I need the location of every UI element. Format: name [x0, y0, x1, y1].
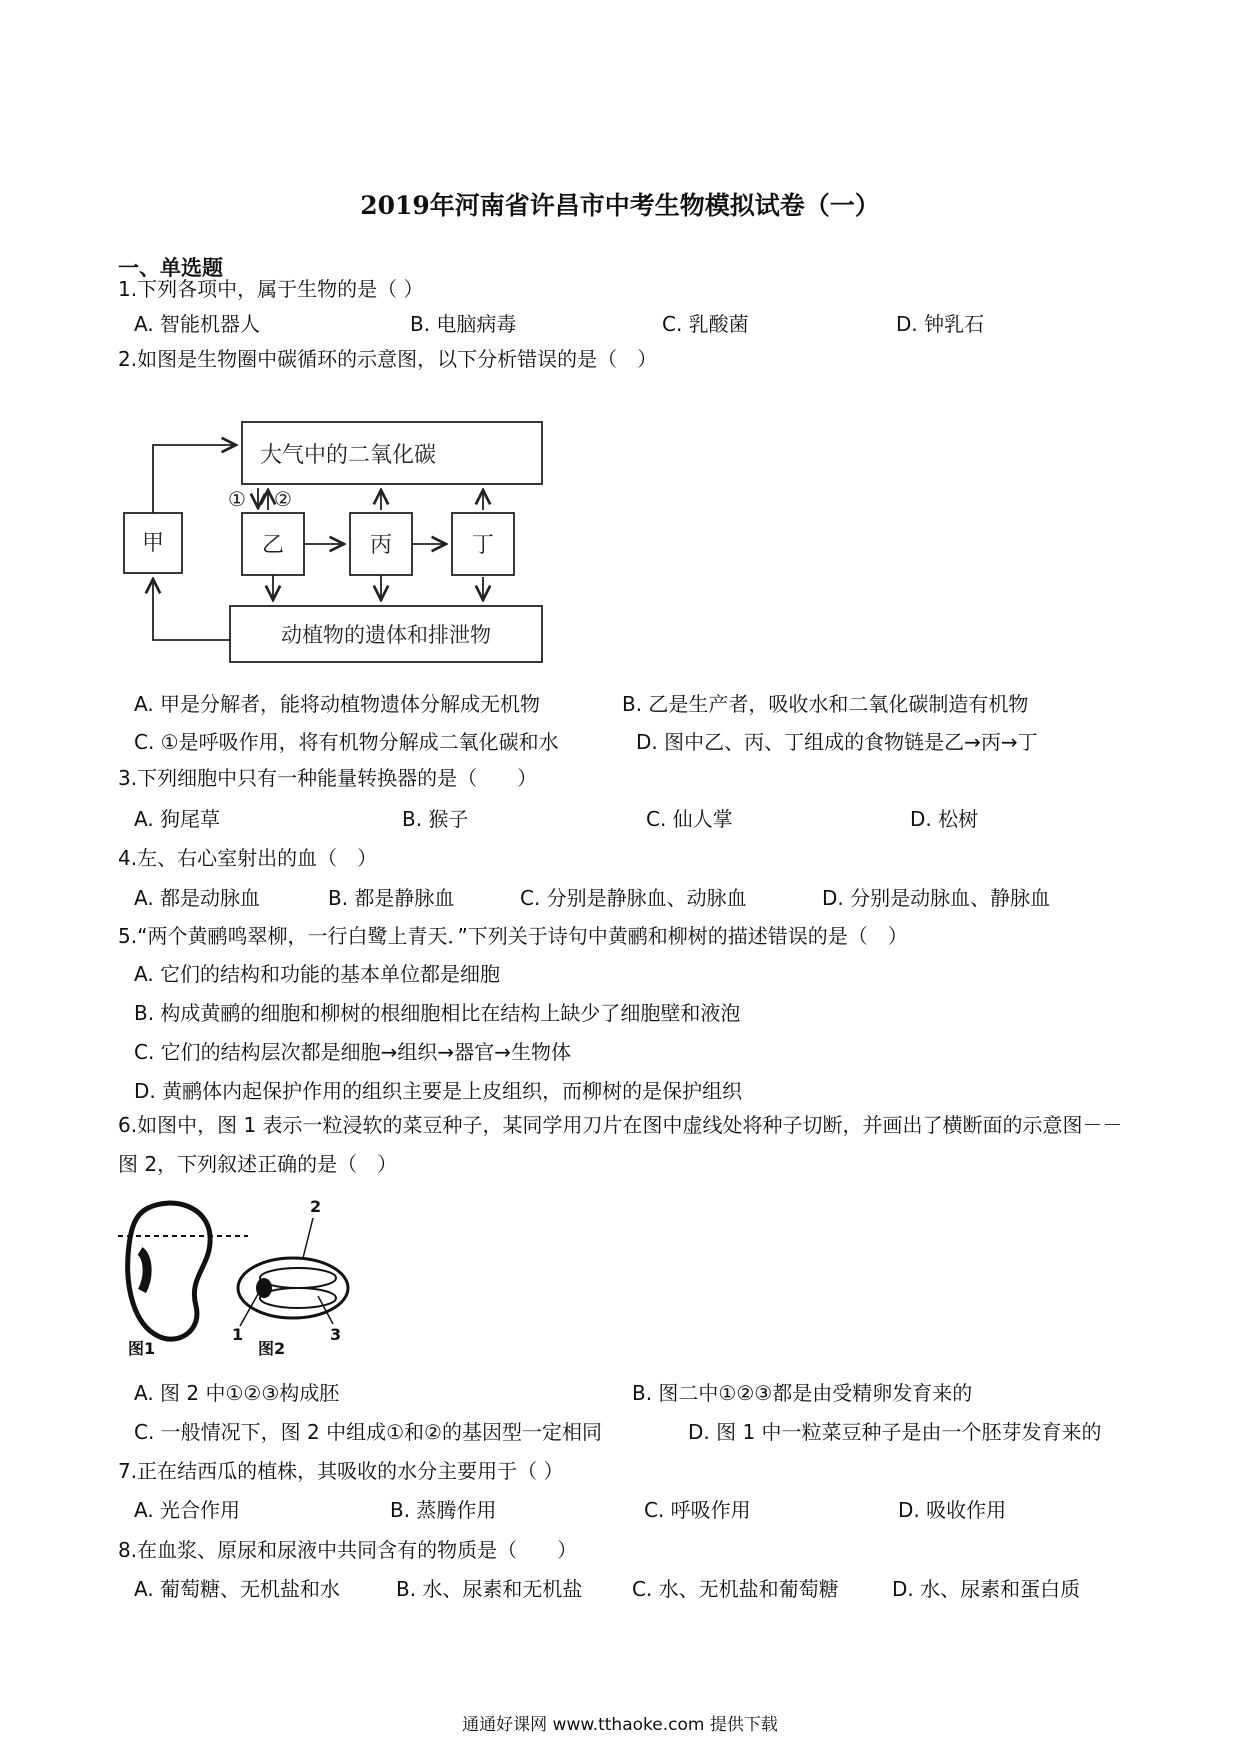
bean-seed-figure: [118, 1196, 378, 1356]
yi-label: 乙: [261, 533, 285, 558]
question-8-stem: 8.在血浆、原尿和尿液中共同含有的物质是（ ）: [118, 1538, 578, 1562]
q8-option-b: B. 水、尿素和无机盐: [396, 1577, 583, 1601]
atmosphere-label: 大气中的二氧化碳: [259, 443, 437, 468]
question-7-stem: 7.正在结西瓜的植株，其吸收的水分主要用于（ ）: [118, 1459, 564, 1483]
jia-label: 甲: [141, 531, 165, 556]
q2-option-c: C. ①是呼吸作用，将有机物分解成二氧化碳和水: [134, 730, 559, 754]
q5-option-b: B. 构成黄鹂的细胞和柳树的根细胞相比在结构上缺少了细胞壁和液泡: [134, 1001, 741, 1025]
q5-option-c: C. 它们的结构层次都是细胞→组织→器官→生物体: [134, 1040, 571, 1064]
mark-2: ②: [274, 487, 292, 511]
q8-option-c: C. 水、无机盐和葡萄糖: [632, 1577, 839, 1601]
question-3-stem: 3.下列细胞中只有一种能量转换器的是（ ）: [118, 766, 538, 790]
number-2: 2: [310, 1197, 322, 1216]
question-1-stem: 1.下列各项中，属于生物的是（ ）: [118, 277, 424, 301]
q6-option-a: A. 图 2 中①②③构成胚: [134, 1381, 340, 1405]
q2-option-a: A. 甲是分解者，能将动植物遗体分解成无机物: [134, 692, 541, 716]
question-2-stem: 2.如图是生物圈中碳循环的示意图，以下分析错误的是（ ）: [118, 347, 658, 371]
q6-option-b: B. 图二中①②③都是由受精卵发育来的: [632, 1381, 973, 1405]
bing-label: 丙: [369, 533, 393, 558]
carbon-cycle-diagram: [118, 420, 558, 665]
page-title: 2019年河南省许昌市中考生物模拟试卷（一）: [360, 191, 880, 220]
q8-option-d: D. 水、尿素和蛋白质: [892, 1577, 1081, 1601]
q7-option-d: D. 吸收作用: [898, 1498, 1007, 1522]
q6-option-d: D. 图 1 中一粒菜豆种子是由一个胚芽发育来的: [688, 1420, 1102, 1444]
q6-option-c: C. 一般情况下，图 2 中组成①和②的基因型一定相同: [134, 1420, 602, 1444]
q4-option-a: A. 都是动脉血: [134, 886, 261, 910]
q7-option-c: C. 呼吸作用: [644, 1498, 751, 1522]
q4-option-c: C. 分别是静脉血、动脉血: [520, 886, 747, 910]
seed-outline: [128, 1203, 210, 1339]
q1-option-d: D. 钟乳石: [896, 312, 985, 336]
figure-2-label: 图2: [258, 1339, 286, 1356]
q8-option-a: A. 葡萄糖、无机盐和水: [134, 1577, 341, 1601]
q4-option-d: D. 分别是动脉血、静脉血: [822, 886, 1051, 910]
q2-option-b: B. 乙是生产者，吸收水和二氧化碳制造有机物: [622, 692, 1029, 716]
number-3: 3: [330, 1325, 342, 1344]
q3-option-c: C. 仙人掌: [646, 807, 733, 831]
q3-option-a: A. 狗尾草: [134, 807, 221, 831]
question-4-stem: 4.左、右心室射出的血（ ）: [118, 846, 378, 870]
figure-1-label: 图1: [128, 1339, 156, 1356]
section-heading: 一、单选题: [118, 256, 223, 280]
q1-option-a: A. 智能机器人: [134, 312, 261, 336]
number-1: 1: [232, 1325, 244, 1344]
q4-option-b: B. 都是静脉血: [328, 886, 455, 910]
footer: 通通好课网 www.tthaoke.com 提供下载: [462, 1715, 778, 1735]
q3-option-d: D. 松树: [910, 807, 979, 831]
q3-option-b: B. 猴子: [402, 807, 469, 831]
question-5-stem: 5.“两个黄鹂鸣翠柳，一行白鹭上青天．”下列关于诗句中黄鹂和柳树的描述错误的是（ ）: [118, 924, 908, 948]
q2-option-d: D. 图中乙、丙、丁组成的食物链是乙→丙→丁: [636, 730, 1038, 754]
q1-option-b: B. 电脑病毒: [410, 312, 517, 336]
ding-label: 丁: [471, 533, 495, 558]
q7-option-a: A. 光合作用: [134, 1498, 241, 1522]
q7-option-b: B. 蒸腾作用: [390, 1498, 497, 1522]
question-6-stem: 6.如图中，图 1 表示一粒浸软的菜豆种子，某同学用刀片在图中虚线处将种子切断，并画出了横断面的示意图－－图 2，下列叙述正确的是（ ）: [118, 1113, 1123, 1176]
seed-hilum: [140, 1251, 147, 1291]
q5-option-a: A. 它们的结构和功能的基本单位都是细胞: [134, 962, 501, 986]
mark-1: ①: [228, 487, 246, 511]
q1-option-c: C. 乳酸菌: [662, 312, 749, 336]
section-embryo: [256, 1278, 272, 1298]
q5-option-d: D. 黄鹂体内起保护作用的组织主要是上皮组织，而柳树的是保护组织: [134, 1079, 743, 1103]
remains-label: 动植物的遗体和排泄物: [281, 623, 491, 647]
